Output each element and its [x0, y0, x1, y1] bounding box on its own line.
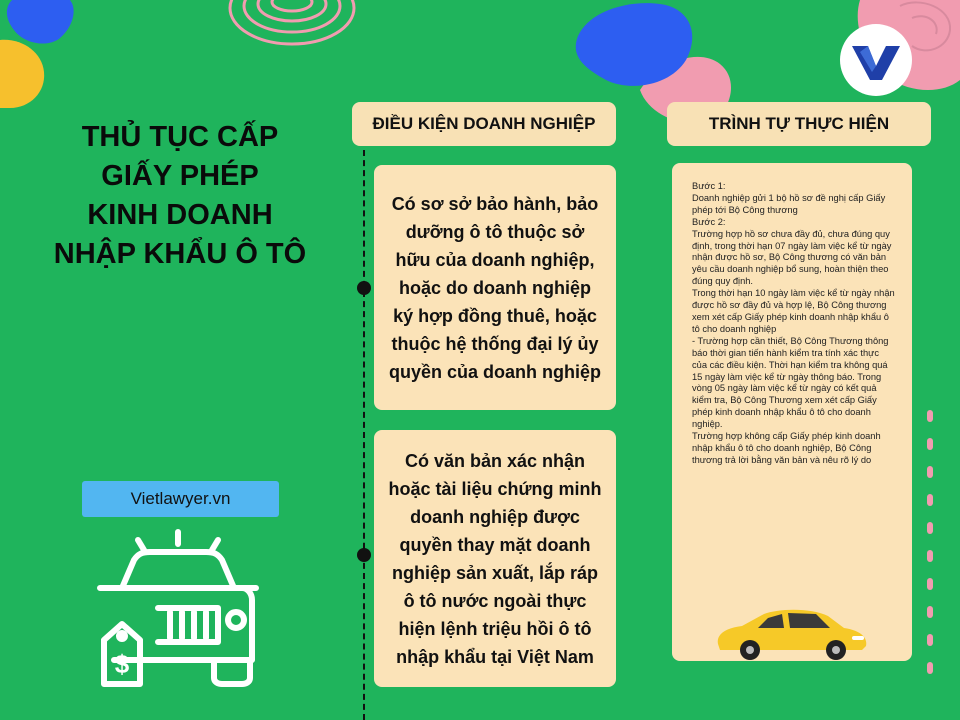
title-line: NHẬP KHẨU Ô TÔ: [53, 238, 307, 270]
blob-top-left-yellow: [0, 40, 44, 108]
condition-card: [374, 165, 616, 410]
condition-text: Có văn bản xác nhận hoặc tài liệu chứng minh doanh nghiệp được quyền thay mặt doanh nghiệp sản xuất, lắp ráp ô tô nước ngoài thực hiện lệnh triệu hồi ô tô nhập khẩu tại Việt Nam: [388, 450, 602, 667]
condition-card: [374, 430, 616, 687]
title-line: GIẤY PHÉP: [101, 160, 259, 192]
page-title: [40, 118, 320, 274]
pink-dash-column: [927, 410, 933, 674]
svg-text:$: $: [114, 649, 130, 679]
step-text: Trường hợp không cấp Giấy phép kinh doanh nhập khẩu ô tô cho doanh nghiệp, Bộ Công thương trả lời bằng văn bản và nêu rõ lý do: [692, 431, 881, 465]
swirl-decoration: [230, 0, 354, 44]
procedure-steps-card: [672, 163, 912, 661]
vietlawyer-logo: [838, 22, 914, 98]
condition-text: Có sơ sở bảo hành, bảo dưỡng ô tô thuộc sở hữu của doanh nghiệp, hoặc do doanh nghiệp ký hợp đồng thuê, hoặc thuộc hệ thống đại lý ủy quyền của doanh nghiệp: [388, 193, 601, 382]
step-text: Doanh nghiệp gửi 1 bộ hồ sơ đề nghị cấp Giấy phép tới Bộ Công thương: [692, 192, 886, 215]
timeline-line: [363, 150, 365, 720]
car-with-price-tag-icon: [94, 528, 264, 688]
procedure-header: TRÌNH TỰ THỰC HIỆN: [667, 102, 931, 146]
blob-top-left-blue: [7, 0, 74, 44]
step-text: Bước 2:: [692, 216, 726, 227]
step-text: Trường hợp hồ sơ chưa đầy đủ, chưa đúng quy định, trong thời hạn 07 ngày làm việc kể từ ngày nhận được hồ sơ, Bộ Công thương có văn bản yêu cầu doanh nghiệp bổ sung, hoàn thiện theo đúng quy định.: [692, 228, 892, 287]
step-text: Bước 1:: [692, 181, 726, 191]
title-line: THỦ TỤC CẤP: [81, 121, 279, 153]
title-line: KINH DOANH: [87, 199, 273, 231]
yellow-car-icon: [712, 606, 870, 662]
step-text: - Trường hợp cần thiết, Bộ Công Thương thông báo thời gian tiến hành kiểm tra tính xác thực của các điều kiện. Thời hạn kiểm tra không quá 15 ngày làm việc kể từ ngày thông báo. Trong vòng 05 ngày làm việc kể từ ngày có kết quả kiểm tra, Bộ Công Thương xem xét cấp Giấy phép kinh doanh nhập khẩu ô tô cho doanh nghiệp.: [692, 335, 889, 430]
step-text: Trong thời hạn 10 ngày làm việc kể từ ngày nhận được hồ sơ đầy đủ và hợp lệ, Bộ Công thương xem xét cấp Giấy phép kinh doanh nhập khẩu ô tô cho doanh nghiệp: [692, 288, 895, 334]
brand-label: Vietlawyer.vn: [82, 481, 279, 517]
timeline-dot: [357, 281, 371, 295]
conditions-header: ĐIỀU KIỆN DOANH NGHIỆP: [352, 102, 616, 146]
timeline-dot: [357, 548, 371, 562]
